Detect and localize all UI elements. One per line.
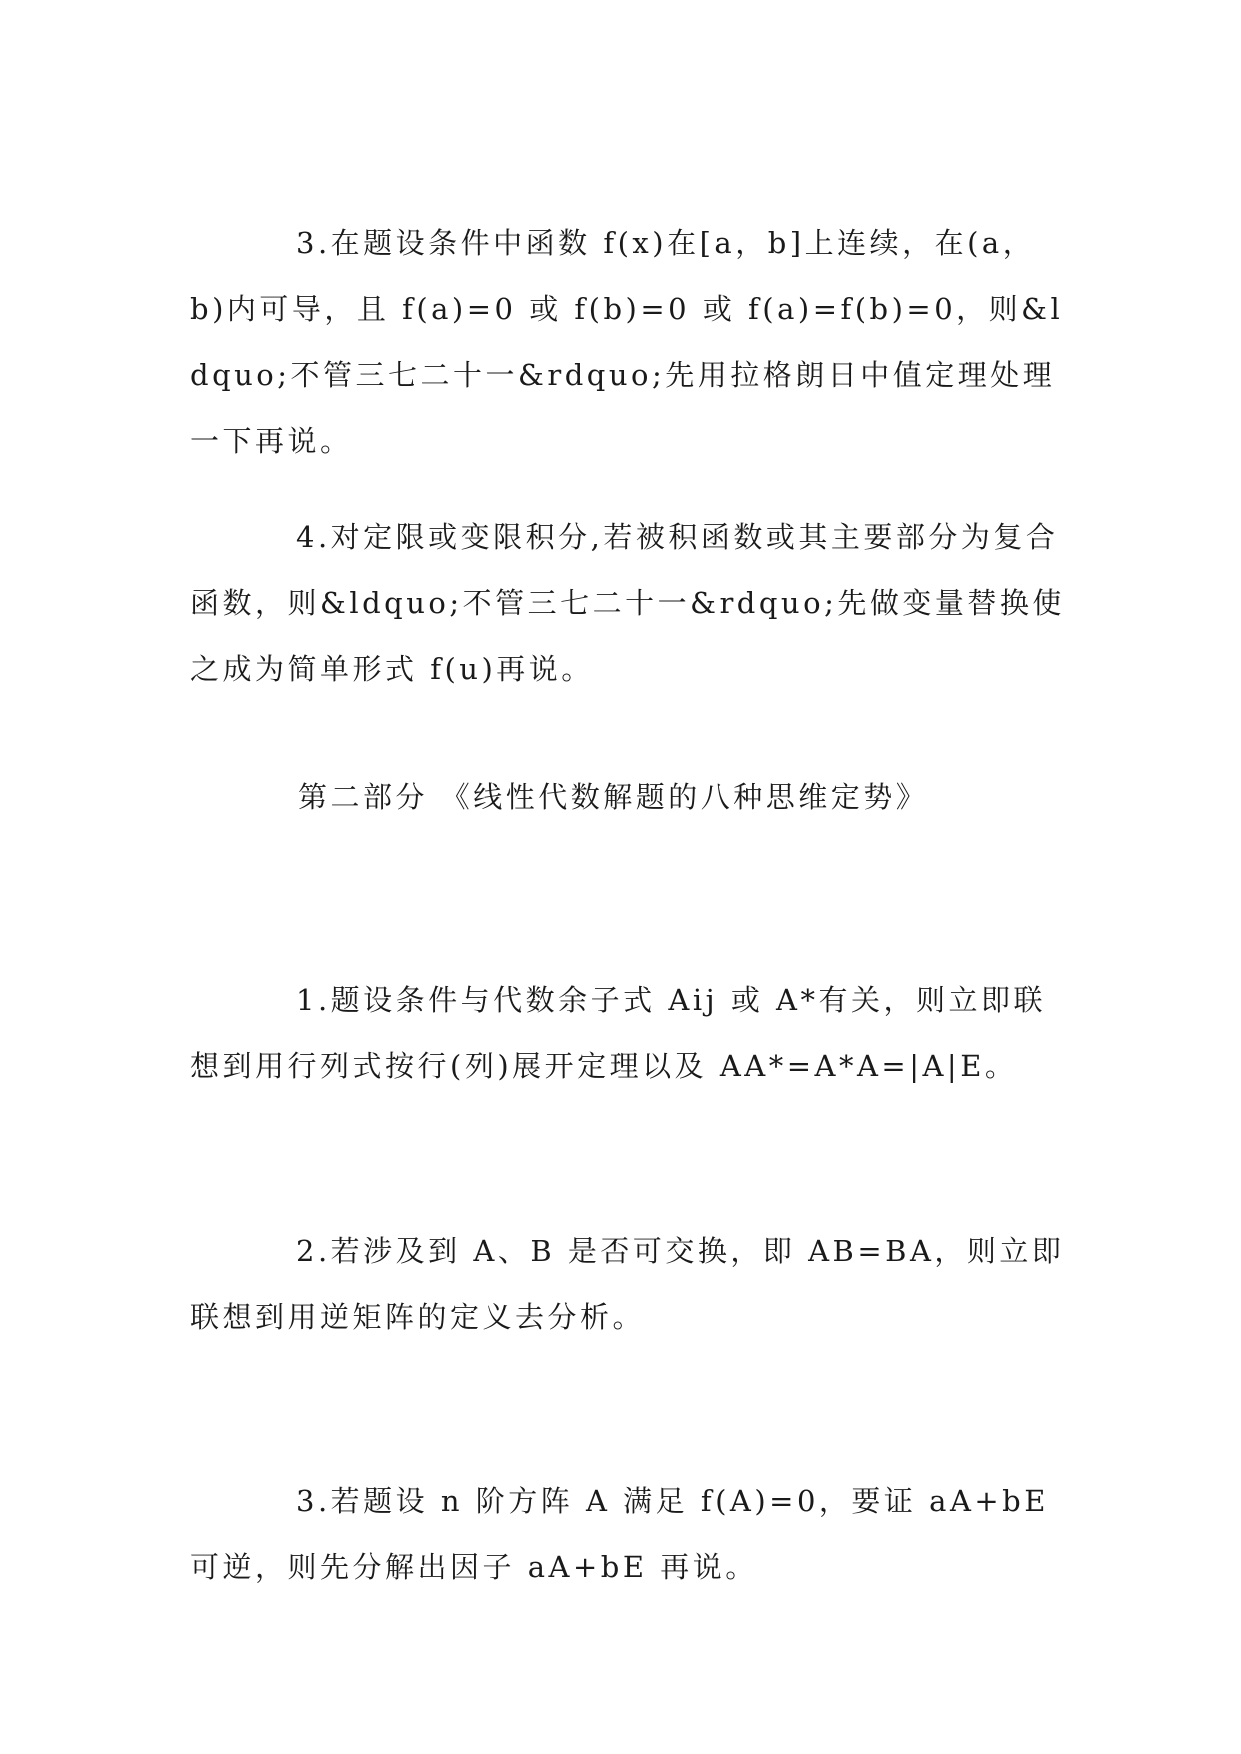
paragraph-calculus-4: 4.对定限或变限积分,若被积函数或其主要部分为复合函数，则&ldquo;不管三七二十一&rdquo;先做变量替换使之成为简单形式 f(u)再说。 — [190, 520, 1065, 686]
paragraph-algebra-1: 1.题设条件与代数余子式 Aij 或 A*有关，则立即联想到用行列式按行(列)展开定理以及 AA*=A*A=|A|E。 — [190, 983, 1046, 1083]
section-heading: 第二部分 《线性代数解题的八种思维定势》 — [298, 780, 929, 814]
paragraph-calculus-3: 3.在题设条件中函数 f(x)在[a，b]上连续，在(a，b)内可导，且 f(a)=0 或 f(b)=0 或 f(a)=f(b)=0，则&ldquo;不管三七二十一&rdquo;先用拉格朗日中值定理处理一下再说。 — [190, 226, 1064, 458]
paragraph-algebra-3: 3.若题设 n 阶方阵 A 满足 f(A)=0，要证 aA+bE 可逆，则先分解出因子 aA+bE 再说。 — [190, 1484, 1049, 1584]
paragraph-algebra-2: 2.若涉及到 A、B 是否可交换，即 AB=BA，则立即联想到用逆矩阵的定义去分析。 — [190, 1234, 1065, 1334]
